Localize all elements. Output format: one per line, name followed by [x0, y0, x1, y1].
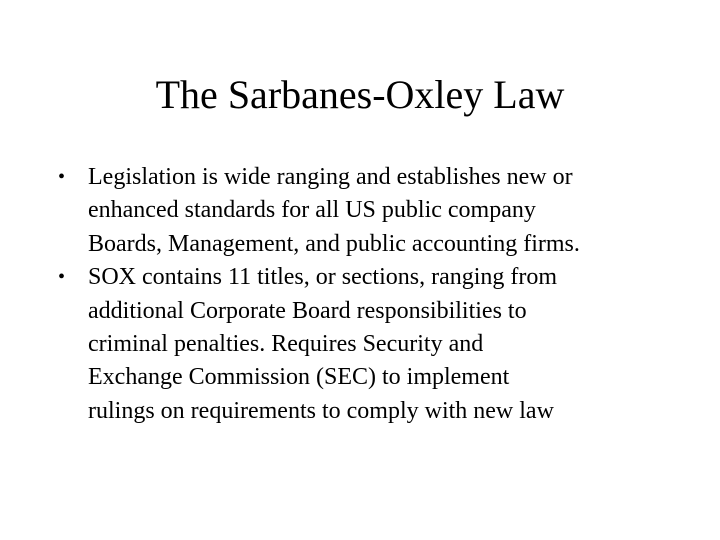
bullet-text: [88, 261, 678, 428]
bullet-line: rulings on requirements to comply with new law: [88, 397, 554, 424]
bullet-line: Boards, Management, and public accounting firms.: [88, 230, 580, 257]
bullet-item: [58, 161, 678, 261]
bullet-item: [58, 261, 678, 428]
bullet-line: SOX contains 11 titles, or sections, ranging from: [88, 264, 558, 291]
bullet-line: enhanced standards for all US public company: [88, 197, 536, 224]
bullet-line: Exchange Commission (SEC) to implement: [88, 364, 510, 391]
bullet-list: [58, 161, 678, 428]
bullet-text: [88, 161, 678, 261]
bullet-line: additional Corporate Board responsibilities to: [88, 297, 527, 324]
bullet-line: criminal penalties. Requires Security and: [88, 331, 484, 358]
bullet-line: Legislation is wide ranging and establishes new or: [88, 164, 573, 190]
slide-title: The Sarbanes-Oxley Law: [155, 72, 565, 117]
bullet-icon: •: [58, 266, 66, 289]
bullet-icon: •: [58, 166, 66, 188]
